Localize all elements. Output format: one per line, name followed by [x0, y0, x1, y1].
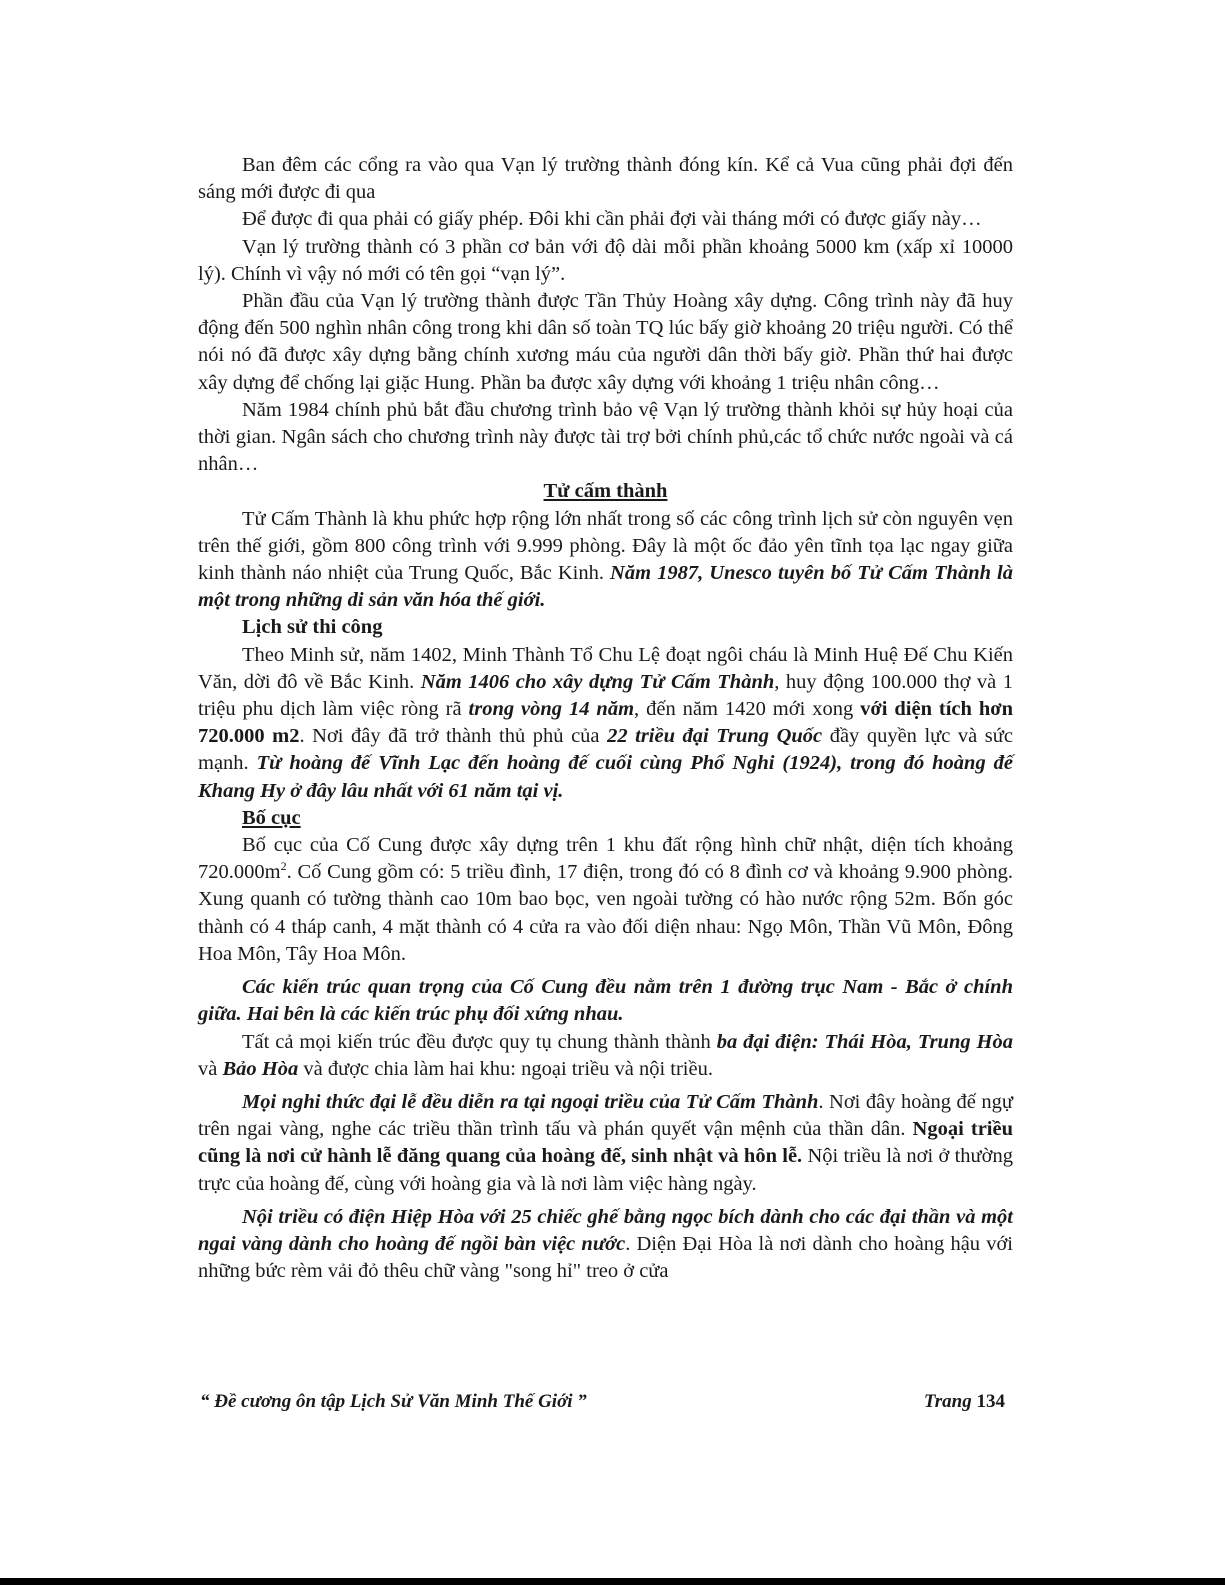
paragraph-night-gates: Ban đêm các cổng ra vào qua Vạn lý trường thành đóng kín. Kể cả Vua cũng phải đợi đến sáng mới được đi qua — [198, 154, 1013, 204]
inner-court-emphasis: Nội triều có điện Hiệp Hòa với 25 chiếc ghế bằng ngọc bích dành cho các đại thần và một ngai vàng dành cho hoàng đế ngồi bàn việc nước — [198, 1205, 1013, 1255]
history-text-4: . Nơi đây đã trở thành thủ phủ của — [299, 725, 608, 748]
halls-text-1: Tất cả mọi kiến trúc đều được quy tụ chung thành thành — [242, 1030, 717, 1053]
ceremony-text-1: . Nơi đây hoàng đế ngự trên ngai vàng, nghe các triều thần trình tấu và phán quyết vận mệnh của thần dân. — [198, 1090, 1013, 1141]
page-number: 134 — [976, 1391, 1005, 1412]
history-emphasis-2: trong vòng 14 năm — [468, 698, 635, 721]
paragraph-layout — [198, 832, 1013, 968]
paragraph-north-south-axis: Các kiến trúc quan trọng của Cố Cung đều nằm trên 1 đường trục Nam - Bắc ở chính giữa. Hai bên là các kiến trúc phụ đối xứng nhau. — [198, 976, 1013, 1026]
paragraph-protection-program: Năm 1984 chính phủ bắt đầu chương trình bảo vệ Vạn lý trường thành khỏi sự hủy hoại của thời gian. Ngân sách cho chương trình này được tài trợ bởi chính phủ,các tổ chức nước ngoài và cá nhân… — [198, 398, 1013, 476]
bottom-border — [0, 1578, 1225, 1585]
halls-text-2: và — [198, 1057, 223, 1080]
area-superscript: 2 — [280, 859, 287, 874]
history-emphasis-3: 22 triều đại Trung Quốc — [607, 725, 823, 748]
paragraph-permit: Để được đi qua phải có giấy phép. Đôi khi cần phải đợi vài tháng mới có được giấy này… — [242, 208, 982, 231]
subheading-layout: Bố cục — [242, 806, 301, 829]
paragraph-forbidden-city-intro — [198, 506, 1013, 615]
intro-unesco-emphasis: Năm 1987, Unesco tuyên bố Tử Cấm Thành là một trong những di sản văn hóa thế giới. — [198, 562, 1013, 612]
history-emphasis-1: Năm 1406 cho xây dựng Tử Cấm Thành — [420, 670, 775, 693]
layout-text-1: Bố cục của Cố Cung được xây dựng trên 1 khu đất rộng hình chữ nhật, diện tích khoảng 720.000m — [198, 834, 1013, 884]
layout-text-2: . Cố Cung gồm có: 5 triều đình, 17 điện, trong đó có 8 đình cơ và khoảng 9.900 phòng. Xung quanh có tường thành cao 10m bao bọc, ven ngoài tường có hào nước rộng 52m. Bốn góc thành có 4 tháp canh, 4 mặt thành có 4 cửa ra vào đối diện nhau: Ngọ Môn, Thần Vũ Môn, Đông Hoa Môn, Tây Hoa Môn. — [198, 861, 1013, 965]
halls-emphasis-1: ba đại điện: Thái Hòa, Trung Hòa — [716, 1030, 1013, 1053]
footer-title: “ Đề cương ôn tập Lịch Sử Văn Minh Thế Giới ” — [200, 1391, 587, 1412]
paragraph-qin-construction: Phần đầu của Vạn lý trường thành được Tần Thủy Hoàng xây dựng. Công trình này đã huy động đến 500 nghìn nhân công trong khi dân số toàn TQ lúc bấy giờ khoảng 20 triệu người. Có thể nói nó đã được xây dựng bằng chính xương máu của người dân thời bấy giờ. Phần thứ hai được xây dựng để chống lại giặc Hung. Phần ba được xây dựng với khoảng 1 triệu nhân công… — [198, 290, 1013, 394]
section-title-forbidden-city: Tử cấm thành — [543, 480, 668, 503]
ceremony-bold: Ngoại triều cũng là nơi cử hành lễ đăng quang của hoàng đế, sinh nhật và hôn lễ. — [198, 1118, 1013, 1168]
page-label: Trang — [923, 1391, 977, 1412]
history-bold-area: với diện tích hơn 720.000 m2 — [198, 698, 1014, 748]
history-text-5: đầy quyền lực và sức mạnh. — [198, 725, 1013, 775]
history-text-2: , huy động 100.000 thợ và 1 triệu phu dịch làm việc ròng rã — [198, 670, 1013, 721]
page-footer — [200, 1391, 1005, 1413]
paragraph-three-halls — [198, 1029, 1013, 1083]
paragraph-ceremonies — [198, 1089, 1013, 1198]
paragraph-three-parts: Vạn lý trường thành có 3 phần cơ bản với độ dài mỗi phần khoảng 5000 km (xấp xỉ 10000 lý). Chính vì vậy nó mới có tên gọi “vạn lý”. — [198, 235, 1013, 285]
paragraph-construction-history — [198, 642, 1013, 805]
halls-text-3: và được chia làm hai khu: ngoại triều và nội triều. — [298, 1057, 713, 1080]
ceremony-emphasis: Mọi nghi thức đại lễ đều diễn ra tại ngoại triều của Tử Cấm Thành — [242, 1090, 819, 1113]
halls-emphasis-2: Bảo Hòa — [222, 1057, 299, 1080]
intro-text: Tử Cấm Thành là khu phức hợp rộng lớn nhất trong số các công trình lịch sử còn nguyên vẹn trên thế giới, gồm 800 công trình với 9.999 phòng. Đây là một ốc đảo yên tĩnh tọa lạc ngay giữa kinh thành náo nhiệt của Trung Quốc, Bắc Kinh. — [198, 507, 1013, 585]
history-text-3: , đến năm 1420 mới xong — [634, 698, 861, 721]
history-text-1: Theo Minh sử, năm 1402, Minh Thành Tổ Chu Lệ đoạt ngôi cháu là Minh Huệ Đế Chu Kiến Văn, dời đô về Bắc Kinh. — [198, 643, 1013, 693]
history-emphasis-4: Từ hoàng đế Vĩnh Lạc đến hoàng đế cuối cùng Phổ Nghi (1924), trong đó hoàng đế Khang Hy ở đây lâu nhất với 61 năm tại vị. — [198, 752, 1014, 802]
document-page — [198, 152, 1013, 1285]
paragraph-inner-court — [198, 1204, 1013, 1286]
ceremony-text-2: Nội triều là nơi ở thường trực của hoàng đế, cùng với hoàng gia và là nơi làm việc hàng ngày. — [198, 1145, 1013, 1195]
inner-court-text: . Diện Đại Hòa là nơi dành cho hoàng hậu với những bức rèm vải đỏ thêu chữ vàng "song hỉ" treo ở cửa — [198, 1232, 1013, 1283]
subheading-construction-history: Lịch sử thi công — [242, 616, 383, 639]
footer-page-number — [924, 1391, 1005, 1413]
